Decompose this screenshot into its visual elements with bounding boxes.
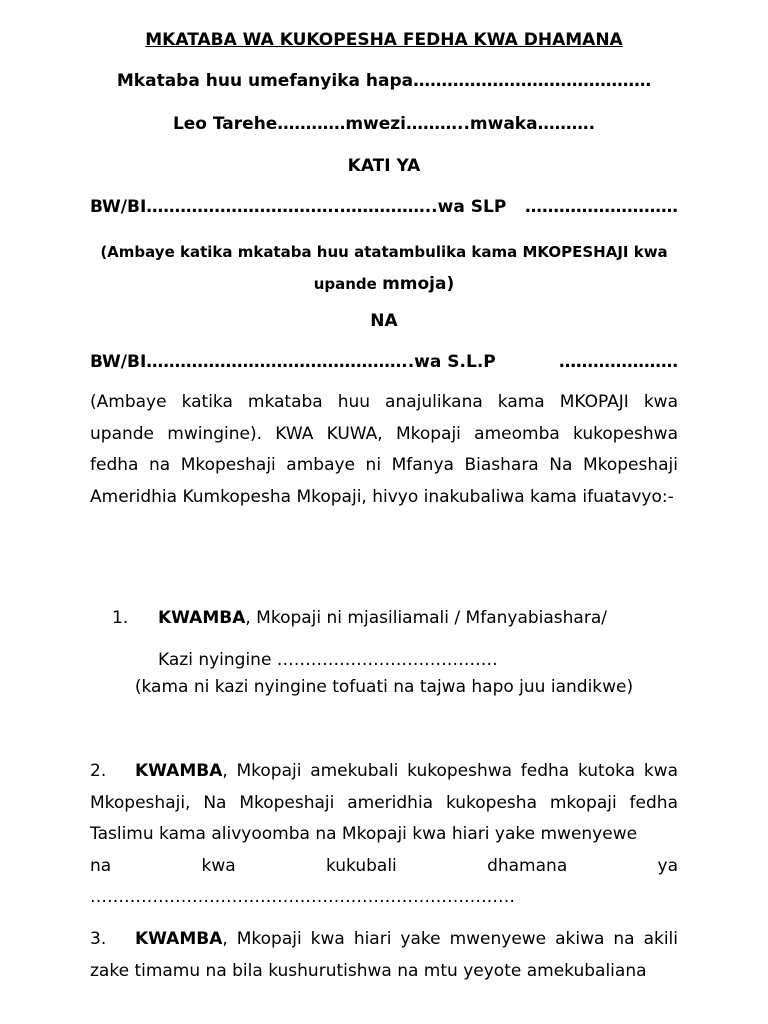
clause-1-text-a: , Mkopaji ni mjasiliamali / Mfanyabiashara/ xyxy=(245,608,607,628)
place-made-line: Mkataba huu umefanyika hapa…………………………………… xyxy=(116,71,652,91)
lender-note xyxy=(90,236,678,300)
clause-1-number: 1. xyxy=(112,608,129,628)
clause-1-body xyxy=(158,597,672,681)
borrower-name-field: BW/BI………………………………………..wa S.L.P xyxy=(90,352,496,372)
lender-name-field: BW/BI…………………………….……………..wa SLP xyxy=(90,197,507,217)
borrower-po-box-field: ………………… xyxy=(559,352,678,372)
date-line: Leo Tarehe…………mwezi………..mwaka………. xyxy=(172,114,596,134)
clause-2-word: ya xyxy=(657,855,678,876)
clause-1 xyxy=(112,597,672,681)
clause-2-word: kwa xyxy=(201,855,236,876)
clause-1-line-b: Kazi nyingine ………………………………… xyxy=(158,650,498,670)
lender-party-line xyxy=(90,197,678,217)
clause-2-number: 2. xyxy=(90,761,107,781)
lender-note-text: (Ambaye katika mkataba huu atatambulika kama MKOPESHAJI kwa upande xyxy=(100,243,668,293)
clause-2-word: dhamana xyxy=(487,855,568,876)
clause-3-keyword: KWAMBA xyxy=(135,929,223,949)
clause-1-note: (kama ni kazi nyingine tofuati na tajwa hapo juu iandikwe) xyxy=(134,677,634,697)
between-heading: KATI YA xyxy=(347,156,421,176)
clause-3-body: , Mkopaji kwa hiari yake mwenyewe akiwa na akili zake timamu na bila kushurutishwa na mtu yeyote amekubaliana xyxy=(90,929,678,981)
clause-3-number: 3. xyxy=(90,929,107,949)
clause-2-keyword: KWAMBA xyxy=(135,761,223,781)
clause-2-text xyxy=(90,756,678,851)
clause-3 xyxy=(90,924,678,987)
clause-2 xyxy=(90,756,678,914)
borrower-note-paragraph: (Ambaye katika mkataba huu anajulikana kama MKOPAJI kwa upande mwingine). KWA KUWA, Mkopaji ameomba kukopeshwa fedha na Mkopeshaji ambaye ni Mfanya Biashara Na Mkopeshaji Ameridhia Kumkopesha Mkopaji, hivyo inakubaliwa kama ifuatavyo:- xyxy=(90,392,678,507)
clause-2-word: na xyxy=(90,855,112,876)
lender-note-end: mmoja) xyxy=(382,274,455,294)
borrower-party-line xyxy=(90,352,678,372)
clause-1-keyword: KWAMBA xyxy=(158,608,246,628)
clause-2-spread-line xyxy=(90,851,678,883)
clause-2-blank-line: ………………………………………………………………… xyxy=(90,887,515,907)
clause-2-word: kukubali xyxy=(325,855,397,876)
and-heading: NA xyxy=(370,311,398,331)
clause-2-body: , Mkopaji amekubali kukopeshwa fedha kutoka kwa Mkopeshaji, Na Mkopeshaji ameridhia kukopesha mkopaji fedha Taslimu kama alivyoomba na Mkopaji kwa hiari yake mwenyewe xyxy=(90,761,678,844)
document-title: MKATABA WA KUKOPESHA FEDHA KWA DHAMANA xyxy=(145,30,623,50)
lender-po-box-field: ……………………… xyxy=(525,197,678,217)
clause-1-line-a xyxy=(158,597,672,639)
